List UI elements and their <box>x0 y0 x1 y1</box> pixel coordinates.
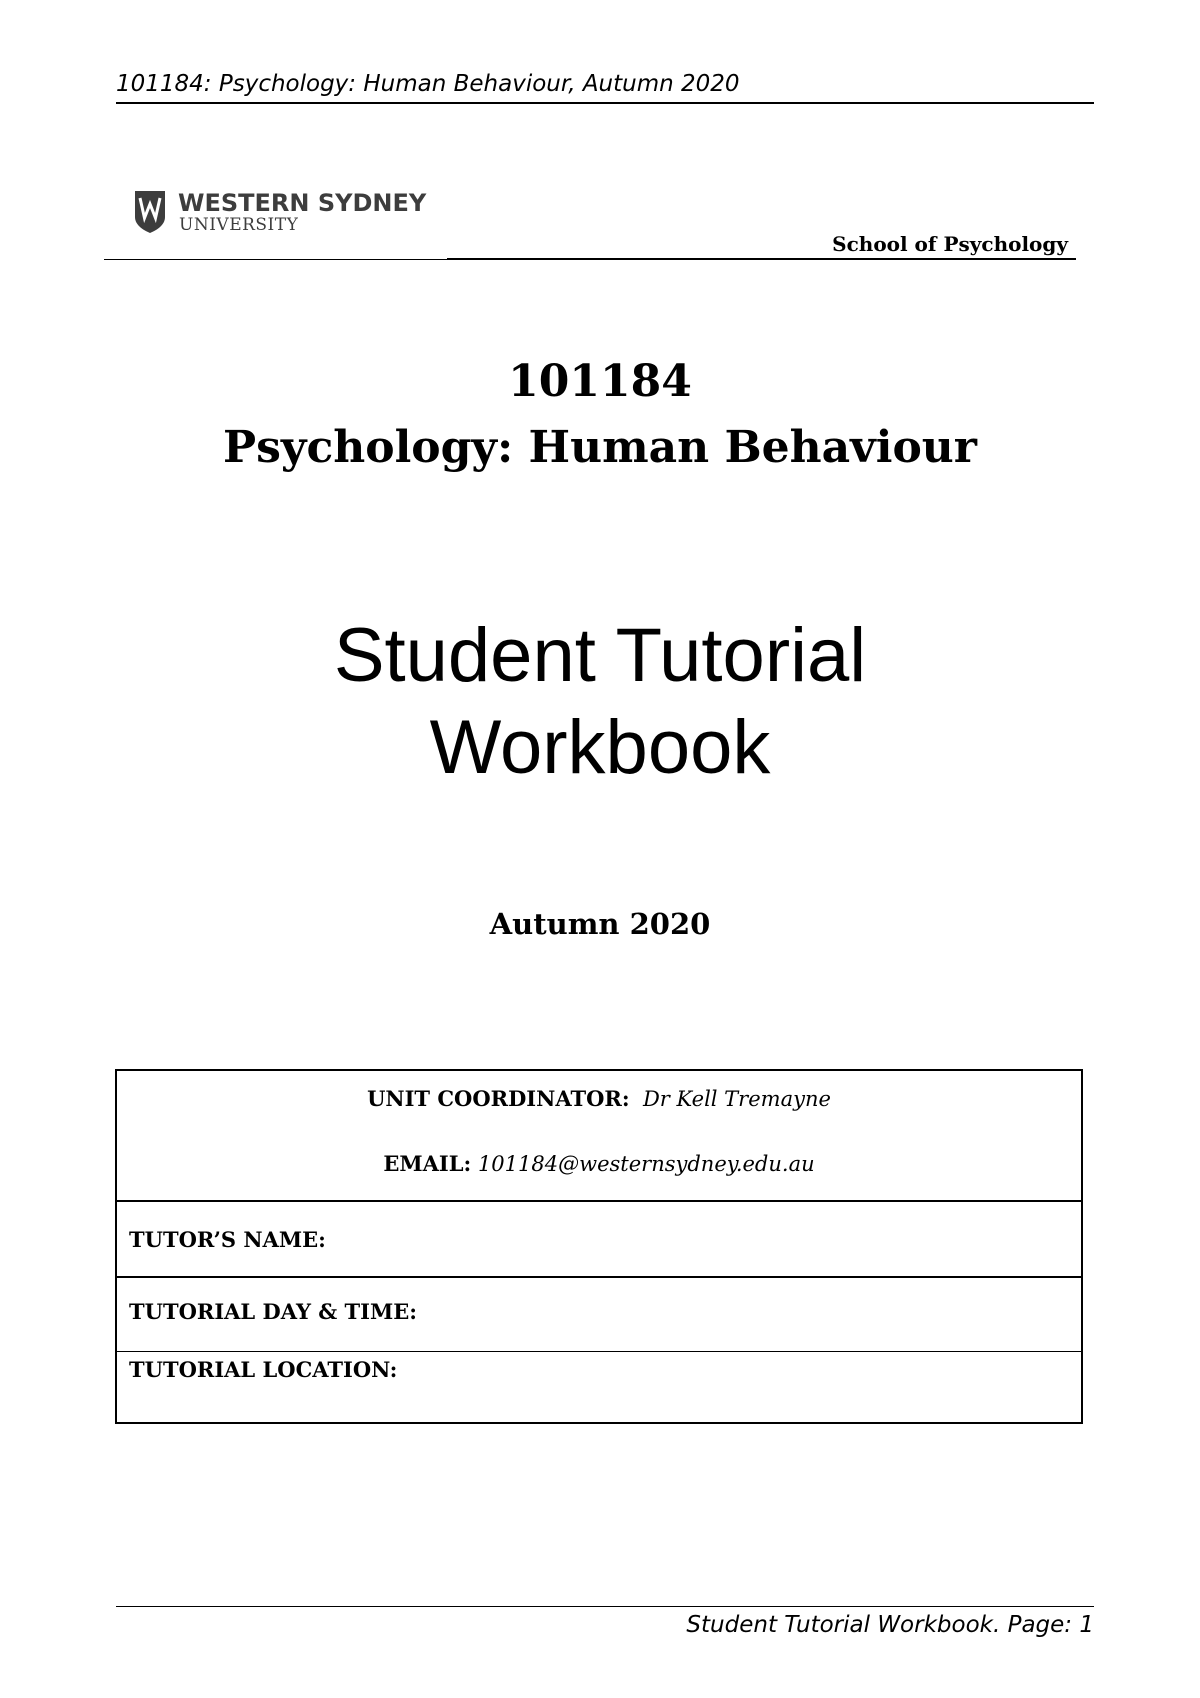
footer-divider <box>116 1606 1094 1607</box>
school-divider-right <box>447 258 1076 260</box>
logo-subname: UNIVERSITY <box>179 215 299 235</box>
email-line <box>117 1150 1081 1178</box>
tutorial-location-row <box>117 1352 1081 1422</box>
email-value: 101184@westernsydney.edu.au <box>477 1152 815 1176</box>
university-shield-icon <box>134 190 166 234</box>
unit-code: 101184 <box>508 356 692 407</box>
school-divider-left <box>104 259 447 260</box>
unit-details-table <box>115 1069 1083 1424</box>
workbook-title-line-2: Workbook <box>429 705 771 790</box>
unit-name: Psychology: Human Behaviour <box>223 422 977 473</box>
tutor-name-label: TUTOR’S NAME: <box>129 1227 326 1252</box>
term: Autumn 2020 <box>489 907 711 941</box>
running-header <box>116 70 1094 104</box>
university-logo <box>134 190 434 236</box>
coordinator-value: Dr Kell Tremayne <box>642 1087 831 1111</box>
page-footer: Student Tutorial Workbook. Page: 1 <box>686 1612 1094 1638</box>
coordinator-row <box>117 1071 1081 1202</box>
logo-name: WESTERN SYDNEY <box>178 189 427 217</box>
running-header-title: 101184: Psychology: Human Behaviour, Autumn 2020 <box>116 71 740 97</box>
school-name: School of Psychology <box>832 232 1068 256</box>
tutorial-day-time-label: TUTORIAL DAY & TIME: <box>129 1299 417 1324</box>
tutor-name-row <box>117 1202 1081 1278</box>
workbook-title-line-1: Student Tutorial <box>333 613 867 698</box>
workbook-title <box>0 610 1200 794</box>
tutorial-day-time-row <box>117 1278 1081 1352</box>
coordinator-label: UNIT COORDINATOR: <box>367 1086 630 1111</box>
coordinator-line <box>117 1085 1081 1113</box>
tutorial-location-label: TUTORIAL LOCATION: <box>129 1357 398 1382</box>
email-label: EMAIL: <box>383 1151 472 1176</box>
